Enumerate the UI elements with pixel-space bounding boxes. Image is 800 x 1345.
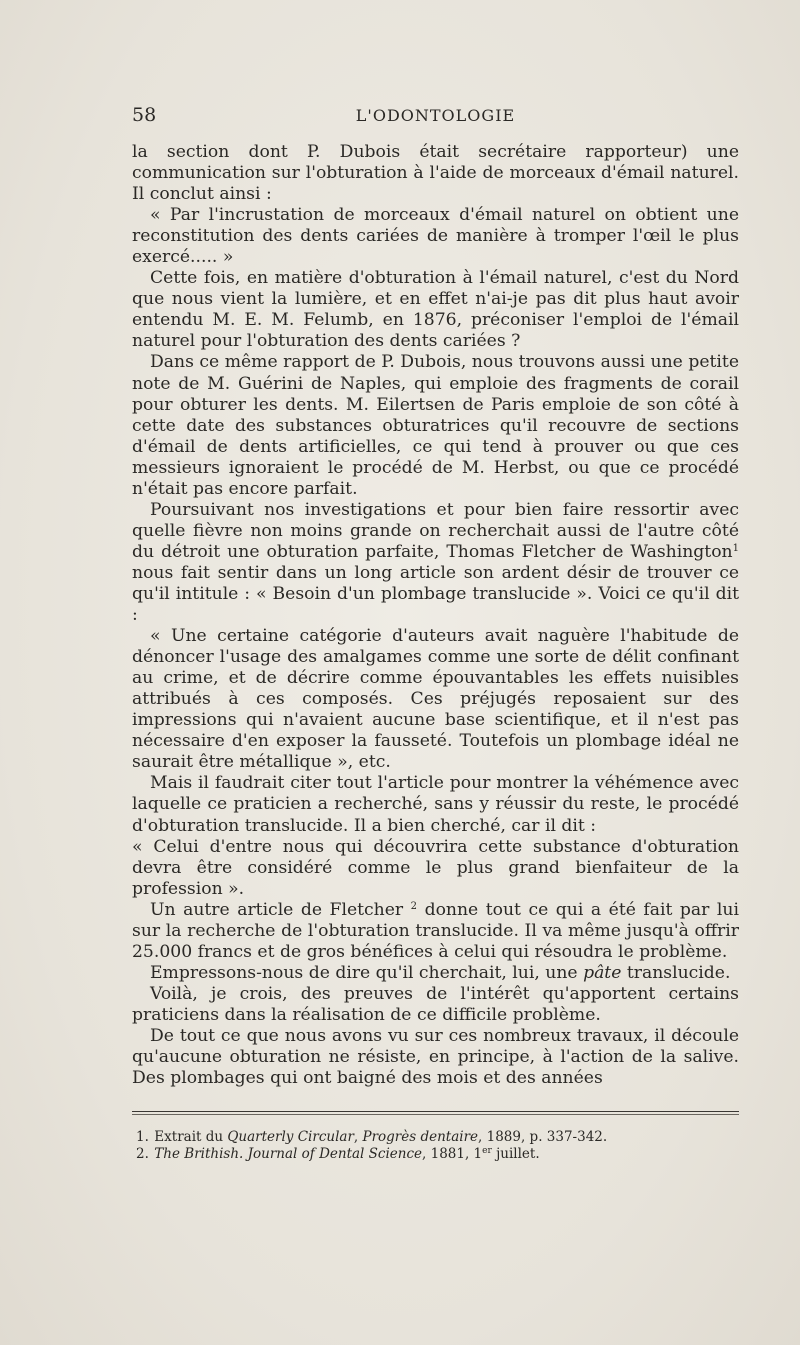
text-run: donne tout ce qui a été fait par lui sur la recherche de l'obturation translucide. Il va même jusqu'à offrir 25.000 francs et de gros bénéfices à celui qui résoudra le problème.: [132, 899, 739, 962]
footnote-italic: Quarterly Circular: [227, 1129, 354, 1145]
quote-paragraph: « Par l'incrustation de morceaux d'émail naturel on obtient une reconstitution des dents cariées de manière à tromper l'œil le plus exercé..... »: [132, 205, 739, 268]
footnote-rule: [132, 1111, 739, 1115]
running-head: L'ODONTOLOGIE: [355, 106, 516, 125]
footnote-number: 1.: [136, 1129, 149, 1145]
text-run: nous fait sentir dans un long article son ardent désir de trouver ce qu'il intitule : « Besoin d'un plombage translucide ». Voici ce qu'il dit :: [132, 562, 739, 626]
text-run: Empressons-nous de dire qu'il cherchait, lui, une: [150, 962, 578, 983]
paragraph: Voilà, je crois, des preuves de l'intérêt qu'apportent certains praticiens dans la réalisation de ce difficile problème.: [132, 983, 739, 1025]
quote-paragraph: « Celui d'entre nous qui découvrira cette substance d'obturation devra être considéré comme le plus grand bienfaiteur de la profession ».: [132, 836, 739, 899]
footnote-text: , 1889, p. 337-342.: [478, 1129, 608, 1145]
footnote-text: , 1881, 1: [422, 1146, 483, 1162]
paragraph: De tout ce que nous avons vu sur ces nombreux travaux, il découle qu'aucune obturation ne résiste, en principe, à l'action de la salive. Des plombages qui ont baigné des mois et des années: [132, 1025, 739, 1089]
footnote-1: [136, 1129, 736, 1146]
body-text: [132, 142, 739, 1089]
footnote-sup: er: [482, 1146, 492, 1156]
footnote-2: [136, 1146, 736, 1163]
text-run: Un autre article de Fletcher: [150, 899, 404, 920]
paragraph: Cette fois, en matière d'obturation à l'émail naturel, c'est du Nord que nous vient la lumière, et en effet n'ai-je pas dit plus haut avoir entendu M. E. M. Felumb, en 1876, préconiser l'emploi de l'émail naturel pour l'obturation des dents cariées ?: [132, 268, 739, 352]
quote-paragraph: « Une certaine catégorie d'auteurs avait naguère l'habitude de dénoncer l'usage des amalgames comme une sorte de délit confinant au crime, et de décrire comme épouvantables les effets nuisibles attribués à ces composés. Ces préjugés reposaient sur des impressions qui n'avaient aucune base scientifique, et il n'est pas nécessaire d'en exposer la fausseté. Toutefois un plombage idéal ne saurait être métallique », etc.: [132, 626, 739, 773]
footnote-ref: 2: [410, 900, 418, 912]
footnote-ref: 1: [732, 542, 739, 554]
footnotes: [136, 1129, 736, 1163]
footnote-italic: Progrès dentaire: [362, 1129, 479, 1145]
footnote-text: Extrait du: [154, 1129, 228, 1145]
footnote-text: juillet.: [491, 1146, 540, 1162]
text-run: translucide.: [626, 962, 731, 983]
page-number: 58: [132, 104, 157, 126]
footnote-italic: The Brithish. Journal of Dental Science: [154, 1146, 423, 1162]
paragraph: la section dont P. Dubois était secrétaire rapporteur) une communication sur l'obturation à l'aide de morceaux d'émail naturel. Il conclut ainsi :: [132, 142, 739, 205]
text-run: Poursuivant nos investigations et pour bien faire ressortir avec quelle fièvre non moins grande on recherchait aussi de l'autre côté du détroit une obturation parfaite, Thomas Fletcher de Washington: [132, 499, 739, 562]
italic-word: pâte: [583, 962, 622, 983]
paragraph: Dans ce même rapport de P. Dubois, nous trouvons aussi une petite note de M. Guérini de Naples, qui emploie des fragments de corail pour obturer les dents. M. Eilertsen de Paris emploie de son côté à cette date des substances obturatrices qu'il recouvre de sections d'émail de dents artificielles, ce qui tend à prouver ou que ces messieurs ignoraient le procédé de M. Herbst, ou que ce procédé n'était pas encore parfait.: [132, 352, 739, 499]
paragraph: [132, 500, 739, 626]
footnote-text: ,: [353, 1129, 363, 1145]
paragraph: [132, 963, 739, 984]
page-header: [132, 104, 739, 130]
footnote-number: 2.: [136, 1146, 149, 1162]
paragraph: [132, 900, 739, 963]
paragraph: Mais il faudrait citer tout l'article pour montrer la véhémence avec laquelle ce praticien a recherché, sans y réussir du reste, le procédé d'obturation translucide. Il a bien cherché, car il dit :: [132, 773, 739, 836]
